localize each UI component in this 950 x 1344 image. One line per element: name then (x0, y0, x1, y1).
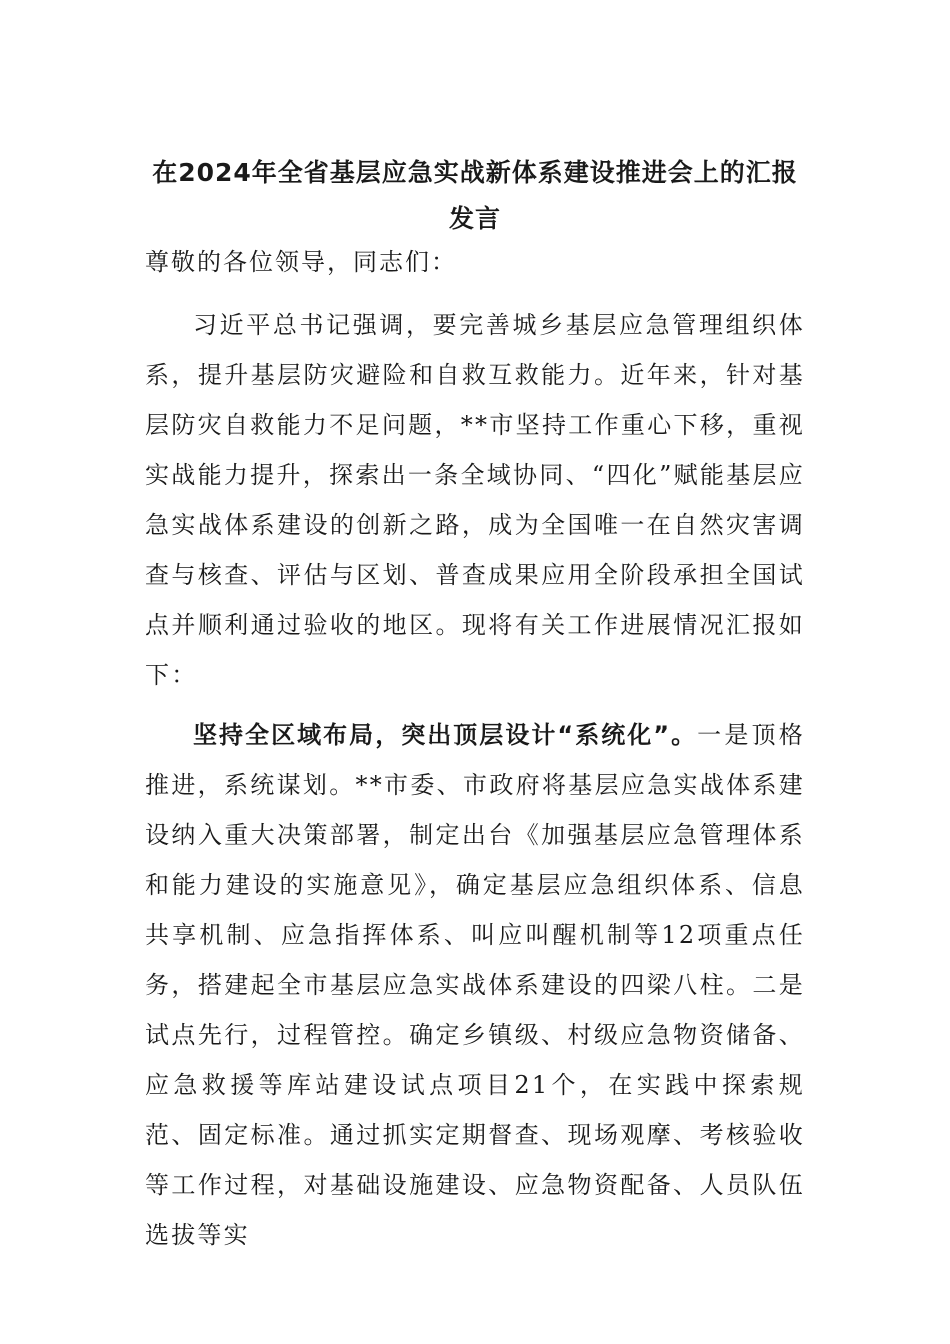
paragraph-intro-text: 习近平总书记强调，要完善城乡基层应急管理组织体系，提升基层防灾避险和自救互救能力。近年来，针对基层防灾自救能力不足问题，**市坚持工作重心下移，重视实战能力提升，探索出一条全域协同、“四化”赋能基层应急实战体系建设的创新之路，成为全国唯一在自然灾害调查与核查、评估与区划、普查成果应用全阶段承担全国试点并顺利通过验收的地区。现将有关工作进展情况汇报如下： (145, 311, 805, 689)
section-1-heading: 坚持全区域布局，突出顶层设计“系统化”。 (193, 721, 698, 749)
salutation: 尊敬的各位领导，同志们： (145, 248, 457, 276)
paragraph-section-1 (145, 710, 805, 1260)
section-1-text: 一是顶格推进，系统谋划。**市委、市政府将基层应急实战体系建设纳入重大决策部署，制定出台《加强基层应急管理体系和能力建设的实施意见》，确定基层应急组织体系、信息共享机制、应急指挥体系、叫应叫醒机制等12项重点任务，搭建起全市基层应急实战体系建设的四梁八柱。二是试点先行，过程管控。确定乡镇级、村级应急物资储备、应急救援等库站建设试点项目21个，在实践中探索规范、固定标准。通过抓实定期督查、现场观摩、考核验收等工作过程，对基础设施建设、应急物资配备、人员队伍选拔等实 (145, 721, 805, 1249)
paragraph-intro (145, 300, 805, 700)
document-body (145, 246, 805, 1260)
document-title: 在2024年全省基层应急实战新体系建设推进会上的汇报发言 (152, 158, 798, 233)
